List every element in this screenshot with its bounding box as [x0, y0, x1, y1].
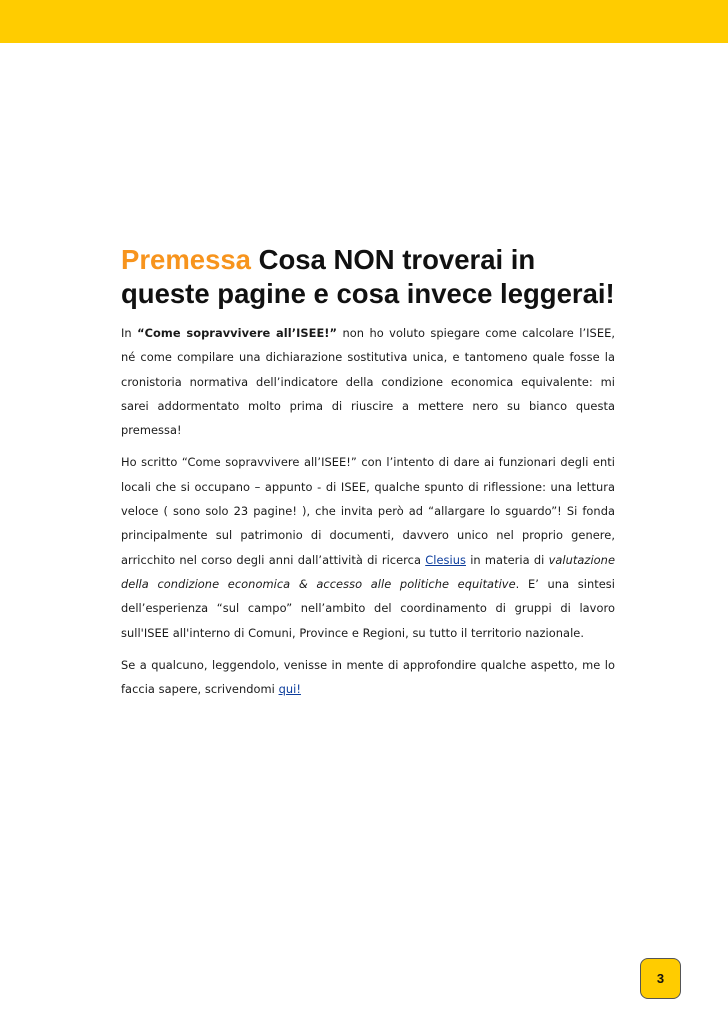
page-number-badge: 3: [640, 958, 681, 999]
p1-text-1: In: [121, 326, 138, 340]
p1-title-bold: “Come sopravvivere all’ISEE!”: [137, 326, 338, 340]
p2-italic: valutazione della condizione economica & accesso alle politiche equitative: [121, 552, 616, 591]
paragraph-intro: [121, 321, 615, 442]
page-content: [121, 243, 615, 709]
contact-link[interactable]: qui!: [278, 682, 301, 697]
heading-text: Cosa NON troverai in queste pagine e cosa invece leggerai!: [121, 244, 615, 309]
p2-text-2: in materia di: [465, 552, 549, 567]
p1-text-2: non ho voluto spiegare come calcolare l’ISEE, né come compilare una dichiarazione sostitutiva unica, e tantomeno quale fosse la cronistoria normativa dell’indicatore della condizione economica equivalente: mi sarei addormentato molto prima di riuscire a mettere nero su bianco questa premessa!: [121, 326, 616, 438]
p3-text-1: Se a qualcuno, leggendolo, venisse in mente di approfondire qualche aspetto, me lo faccia sapere, scrivendomi: [121, 657, 615, 697]
p2-text-1: Ho scritto “Come sopravvivere all’ISEE!” con l’intento di dare ai funzionari degli enti locali che si occupano – appunto - di ISEE, qualche spunto di riflessione: una lettura veloce ( sono solo 23 pagine! ), che invita però ad “allargare lo sguardo”! Si fonda principalmente sul patrimonio di documenti, davvero unico nel proprio genere, arricchito nel corso degli anni dall’attività di ricerca: [121, 455, 615, 567]
p2-text-3: . E’ una sintesi dell’esperienza “sul campo” nell’ambito del coordinamento di gruppi di lavoro sull'ISEE all'interno di Comuni, Province e Regioni, su tutto il territorio nazionale.: [121, 576, 615, 640]
paragraph-purpose: [121, 450, 615, 644]
top-header-bar: [0, 0, 728, 43]
clesius-link[interactable]: Clesius: [425, 552, 466, 567]
section-heading: [121, 243, 615, 311]
paragraph-contact: [121, 653, 615, 702]
heading-accent: Premessa: [121, 244, 251, 275]
